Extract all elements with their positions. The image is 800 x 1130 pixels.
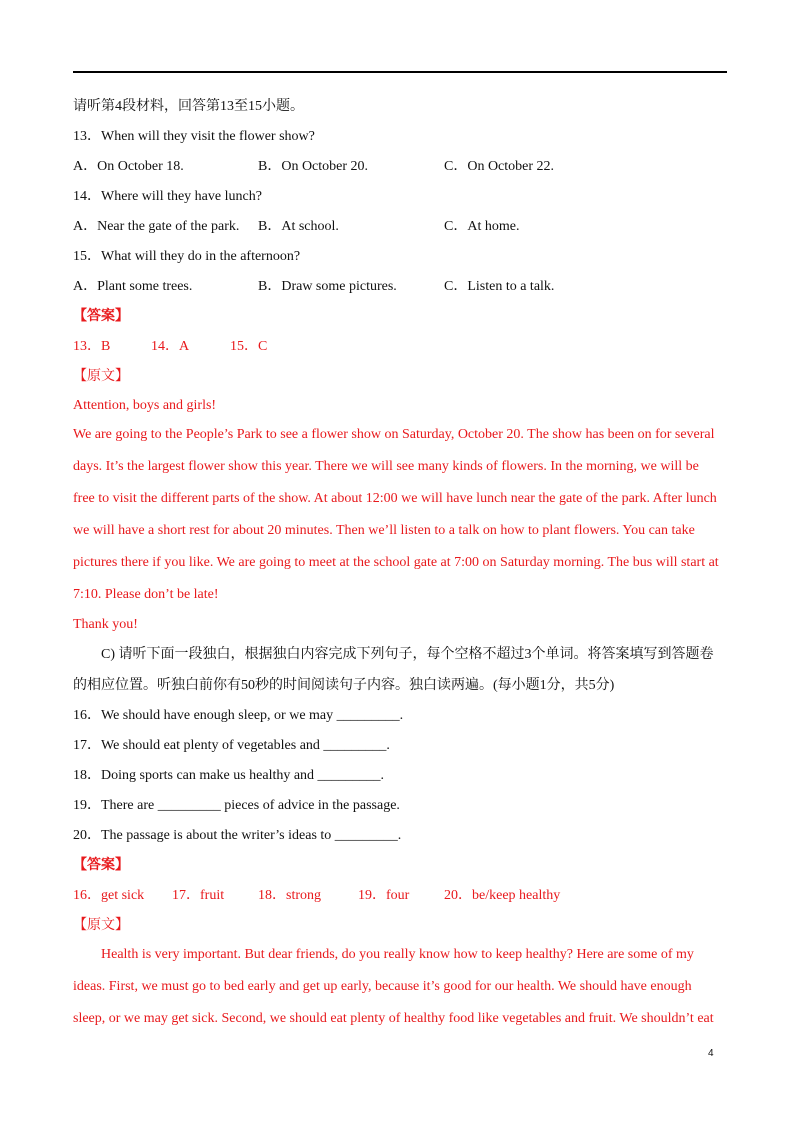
option-13a: A．On October 18. [73, 159, 184, 174]
answer-20: 20．be/keep healthy [444, 888, 561, 903]
answer-heading-1: 【答案】 [73, 309, 129, 324]
script-line-1: We are going to the People’s Park to see a flower show on Saturday, October 20. The show has been on for several [73, 427, 715, 442]
question-13: 13．When will they visit the flower show? [73, 129, 315, 144]
section-intro: 请听第4段材料，回答第13至15小题。 [73, 99, 304, 114]
question-15: 15．What will they do in the afternoon? [73, 249, 301, 264]
script-heading-1: 【原文】 [73, 369, 129, 384]
option-15a: A．Plant some trees. [73, 279, 193, 294]
option-14c: C．At home. [444, 219, 520, 234]
sentence-19: 19．There are _________ pieces of advice in the passage. [73, 798, 400, 813]
sentence-16: 16．We should have enough sleep, or we may _________. [73, 708, 404, 723]
script-line-3: free to visit the different parts of the show. At about 12:00 we will have lunch near the gate of the park. After lunch [73, 491, 717, 506]
script-line-6: 7:10. Please don’t be late! [73, 587, 219, 602]
option-14a: A．Near the gate of the park. [73, 219, 240, 234]
answer-heading-2: 【答案】 [73, 858, 129, 873]
page-number: 4 [708, 1048, 714, 1059]
script2-line-3: sleep, or we may get sick. Second, we should eat plenty of healthy food like vegetables and fruit. We shouldn’t eat [73, 1011, 714, 1026]
option-14b: B．At school. [258, 219, 339, 234]
section-c-instruction-2: 的相应位置。听独白前你有50秒的时间阅读句子内容。独白读两遍。(每小题1分，共5分) [73, 678, 615, 693]
sentence-18: 18．Doing sports can make us healthy and _________. [73, 768, 385, 783]
option-13b: B．On October 20. [258, 159, 369, 174]
script2-line-2: ideas. First, we must go to bed early and get up early, because it’s good for our health. We should have enough [73, 979, 692, 994]
sentence-17: 17．We should eat plenty of vegetables and _________. [73, 738, 390, 753]
answer-14: 14．A [151, 339, 190, 354]
header-rule [73, 71, 727, 73]
script-line-5: pictures there if you like. We are going to meet at the school gate at 7:00 on Saturday morning. The bus will start at [73, 555, 719, 570]
script2-line-1: Health is very important. But dear friends, do you really know how to keep healthy? Here are some of my [101, 947, 694, 962]
answer-15: 15．C [230, 339, 268, 354]
script-closing: Thank you! [73, 617, 138, 632]
script-opening: Attention, boys and girls! [73, 398, 217, 413]
section-c-instruction-1: C) 请听下面一段独白，根据独白内容完成下列句子，每个空格不超过3个单词。将答案填写到答题卷 [101, 647, 714, 662]
answer-17: 17．fruit [172, 888, 225, 903]
answer-16: 16．get sick [73, 888, 145, 903]
script-heading-2: 【原文】 [73, 918, 129, 933]
sentence-20: 20．The passage is about the writer’s ideas to _________. [73, 828, 402, 843]
answer-13: 13．B [73, 339, 111, 354]
answer-18: 18．strong [258, 888, 321, 903]
script-line-4: we will have a short rest for about 20 minutes. Then we’ll listen to a talk on how to plant flowers. You can take [73, 523, 695, 538]
question-14: 14．Where will they have lunch? [73, 189, 262, 204]
option-15c: C．Listen to a talk. [444, 279, 555, 294]
option-13c: C．On October 22. [444, 159, 555, 174]
option-15b: B．Draw some pictures. [258, 279, 397, 294]
script-line-2: days. It’s the largest flower show this year. There we will see many kinds of flowers. In the morning, we will be [73, 459, 699, 474]
answer-19: 19．four [358, 888, 410, 903]
